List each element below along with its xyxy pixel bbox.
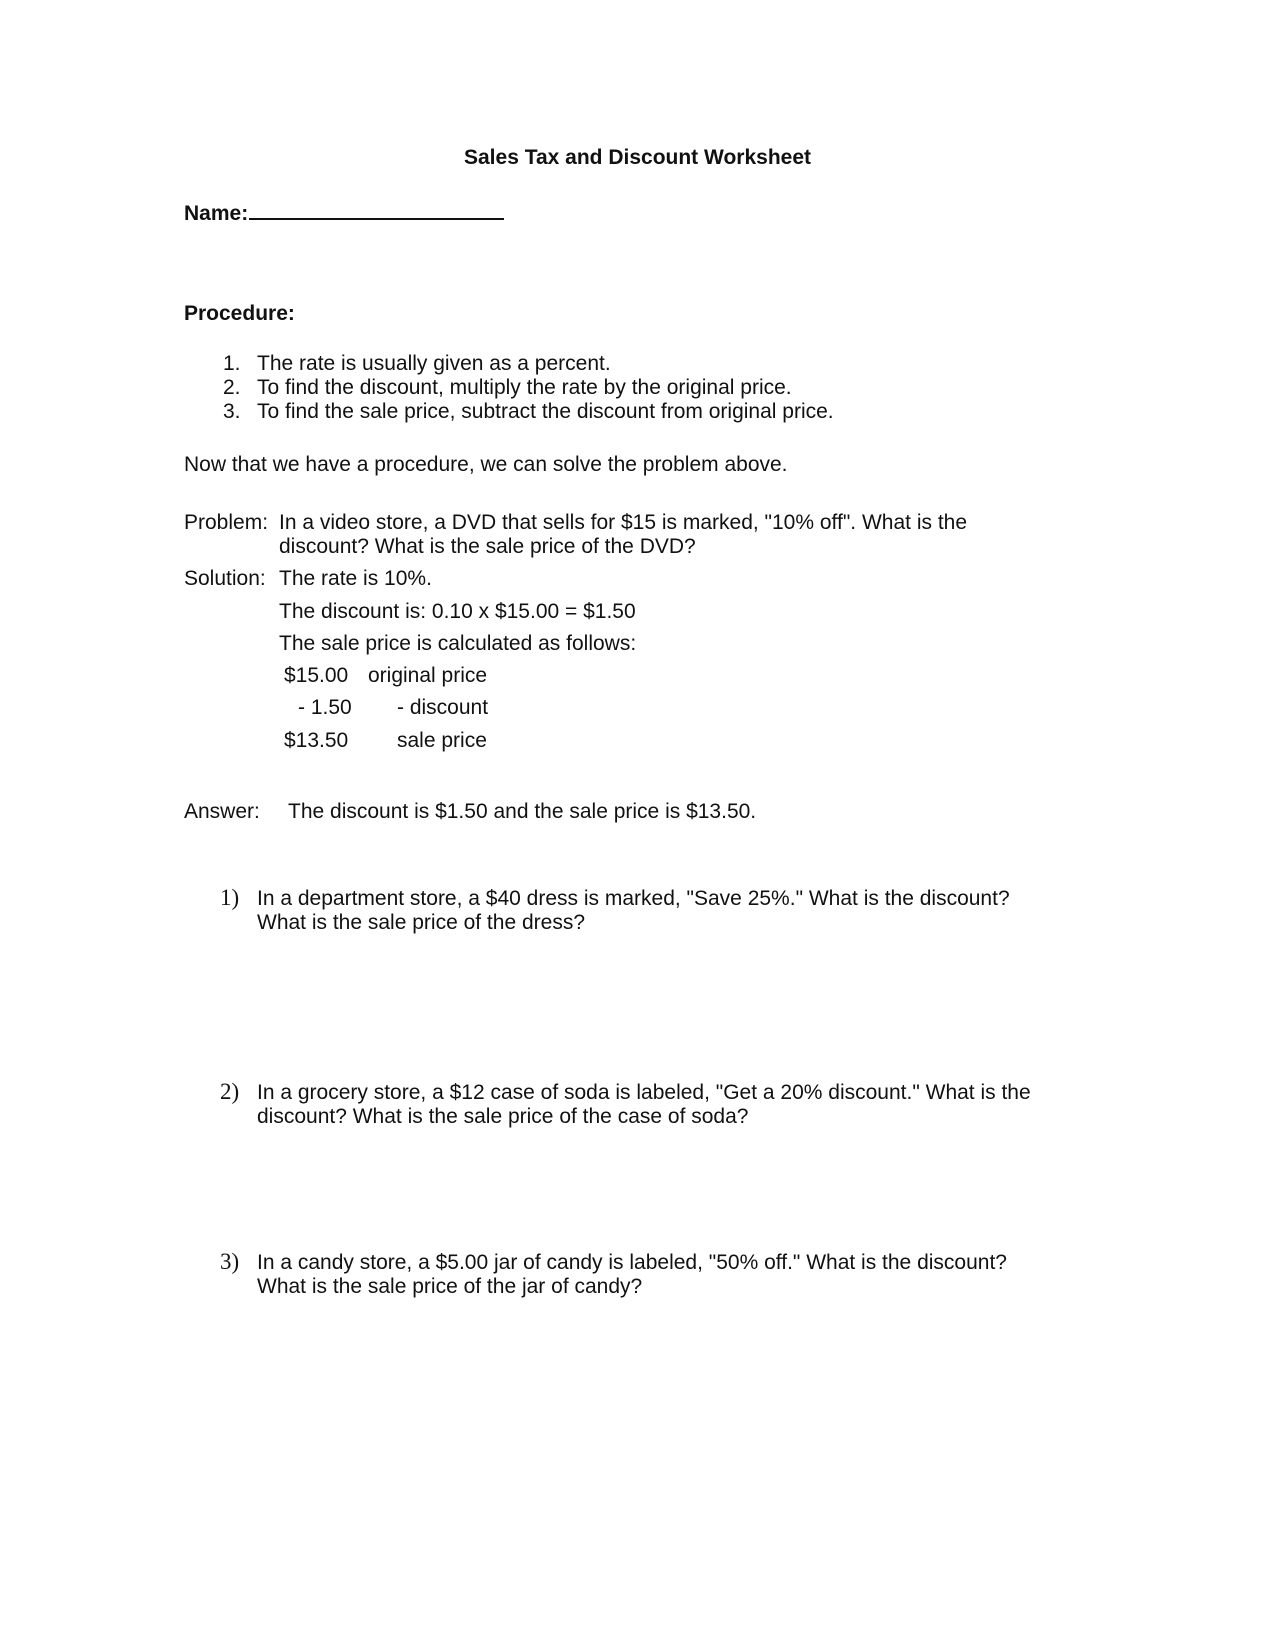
step-number: 2.: [223, 376, 241, 399]
solution-label: Solution:: [184, 567, 266, 590]
calc-amount: $15.00: [284, 664, 349, 687]
calc-amount: - 1.50: [298, 696, 352, 719]
procedure-heading: Procedure:: [184, 302, 295, 325]
problem-line2: What is the sale price of the jar of candy?: [257, 1275, 643, 1298]
step-text: To find the sale price, subtract the discount from original price.: [257, 400, 834, 423]
answer-label: Answer:: [184, 800, 260, 823]
step-text: To find the discount, multiply the rate by the original price.: [257, 376, 792, 399]
step-number: 1.: [223, 352, 241, 375]
name-field: [184, 198, 504, 226]
problem-line1: In a grocery store, a $12 case of soda is labeled, "Get a 20% discount." What is the: [257, 1081, 1031, 1104]
answer-text: The discount is $1.50 and the sale price is $13.50.: [288, 800, 757, 823]
solution-sale-intro: The sale price is calculated as follows:: [279, 632, 637, 655]
problem-line2: What is the sale price of the dress?: [257, 911, 585, 934]
problem-line1: In a candy store, a $5.00 jar of candy is labeled, "50% off." What is the discount?: [257, 1251, 1007, 1274]
solution-discount: The discount is: 0.10 x $15.00 = $1.50: [279, 600, 636, 623]
problem-label: Problem:: [184, 511, 269, 534]
problem-line1: In a department store, a $40 dress is marked, "Save 25%." What is the discount?: [257, 887, 1010, 910]
problem-number: 2): [220, 1079, 240, 1104]
calc-label: original price: [368, 664, 488, 687]
page-title: Sales Tax and Discount Worksheet: [464, 146, 811, 169]
problem-text-line1: In a video store, a DVD that sells for $15 is marked, "10% off". What is the: [279, 511, 968, 534]
problem-line2: discount? What is the sale price of the case of soda?: [257, 1105, 749, 1128]
solution-rate: The rate is 10%.: [279, 567, 432, 590]
problem-number: 1): [220, 885, 240, 910]
calc-label: - discount: [397, 696, 489, 719]
name-label: Name:: [184, 202, 249, 225]
step-text: The rate is usually given as a percent.: [257, 352, 611, 375]
problem-number: 3): [220, 1249, 240, 1274]
calc-label: sale price: [397, 729, 487, 752]
name-blank-line: [249, 198, 504, 220]
calc-amount: $13.50: [284, 729, 349, 752]
problem-text-line2: discount? What is the sale price of the DVD?: [279, 535, 696, 558]
procedure-followup: Now that we have a procedure, we can solve the problem above.: [184, 453, 788, 476]
step-number: 3.: [223, 400, 241, 423]
